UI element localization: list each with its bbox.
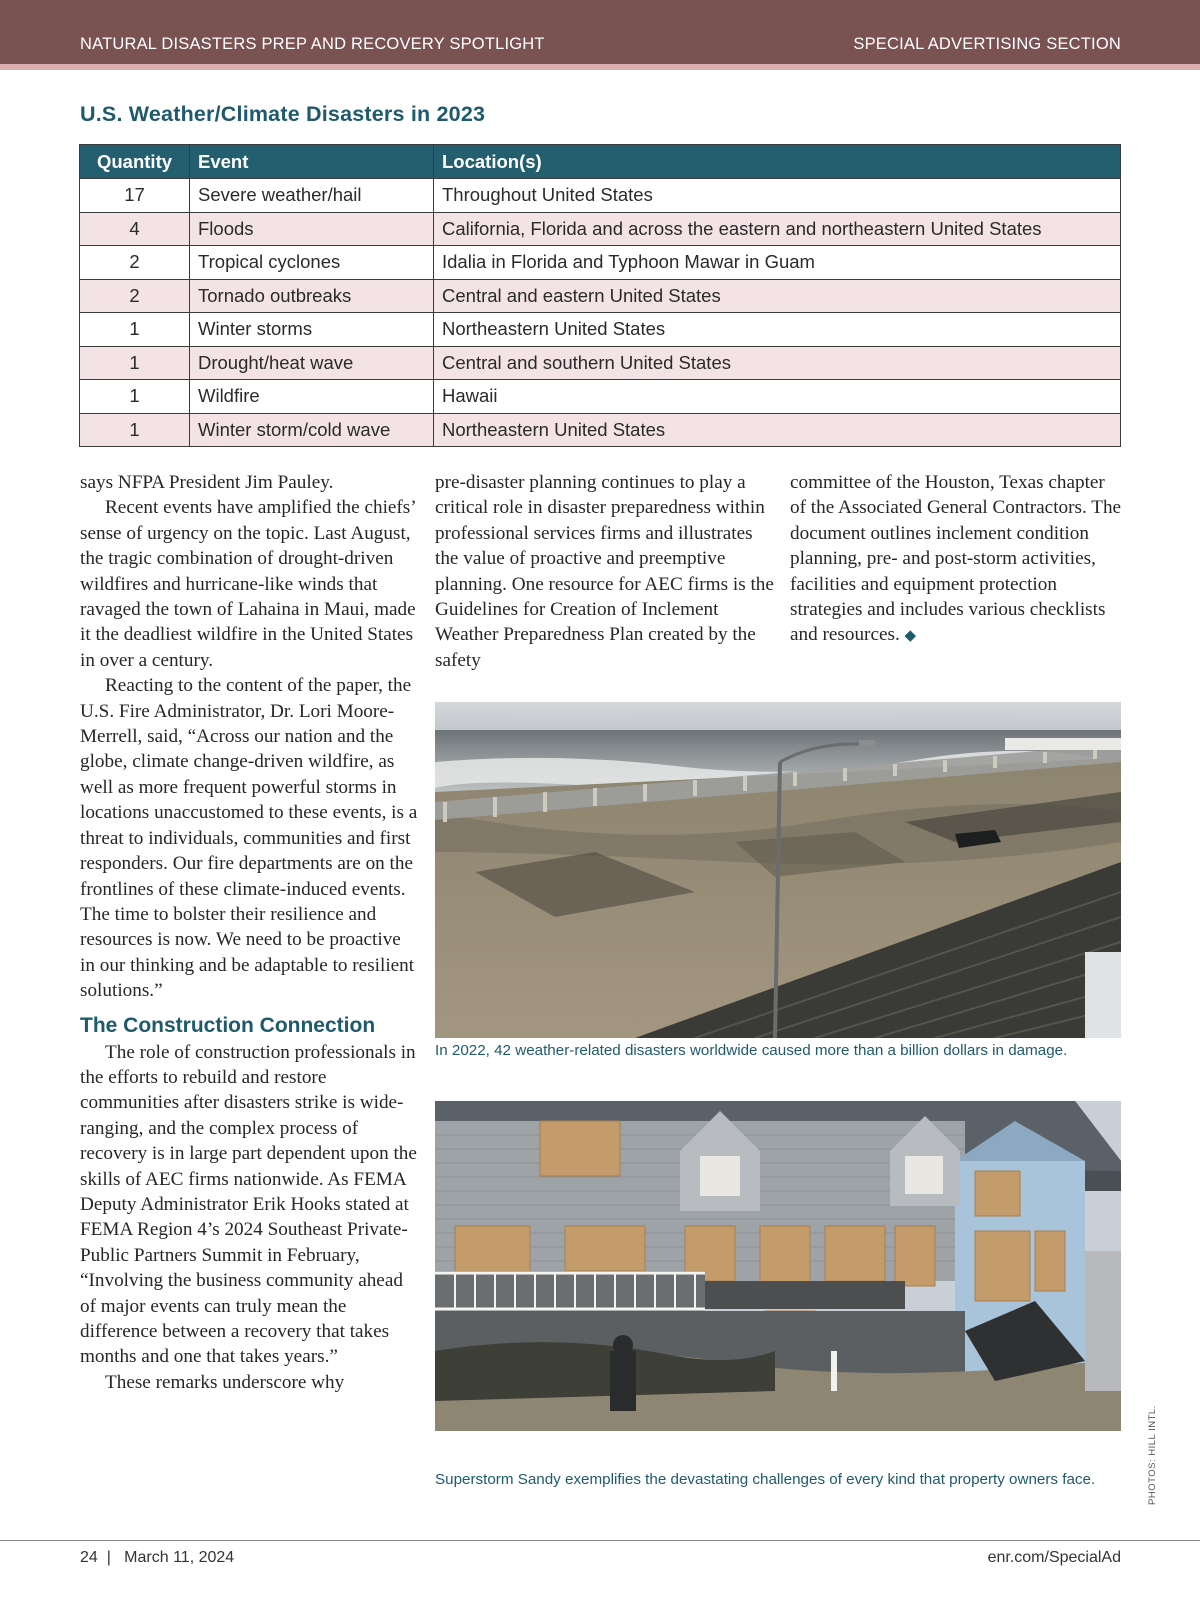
cell-event: Tropical cyclones	[190, 246, 434, 280]
cell-quantity: 1	[80, 413, 190, 447]
table-header-row	[80, 145, 1121, 179]
cell-quantity: 2	[80, 246, 190, 280]
section-label: SPECIAL ADVERTISING SECTION	[853, 35, 1121, 53]
cell-location: California, Florida and across the eastern and northeastern United States	[434, 212, 1121, 246]
table-row	[80, 380, 1121, 414]
table-row	[80, 212, 1121, 246]
cell-event: Floods	[190, 212, 434, 246]
article-column-3	[790, 470, 1125, 650]
footer-url: enr.com/SpecialAd	[987, 1549, 1121, 1566]
subheading: The Construction Connection	[80, 1013, 376, 1037]
paragraph: The role of construction professionals in the efforts to rebuild and restore communities after disasters strike is wide-ranging, and the complex process of recovery is in large part dependent upon the skills of AEC firms nationwide. As FEMA Deputy Administrator Erik Hooks stated at FEMA Region 4’s 2024 Southeast Private-Public Partners Summit in February, “Involving the business community ahead of major events can truly mean the difference between a recovery that takes months and one that takes years.”	[80, 1041, 417, 1368]
boardwalk-damage-photo	[435, 702, 1121, 1038]
cell-location: Northeastern United States	[434, 313, 1121, 347]
cell-location: Hawaii	[434, 380, 1121, 414]
footer-divider	[0, 1540, 1200, 1541]
cell-event: Winter storms	[190, 313, 434, 347]
cell-quantity: 4	[80, 212, 190, 246]
article-column-1	[80, 470, 420, 1395]
paragraph-text: committee of the Houston, Texas chapter of the Associated General Contractors. The document outlines inclement condition planning, pre- and post-storm activities, facilities and equipment protection strategies and includes various checklists and resources.	[790, 472, 1122, 646]
paragraph: Recent events have amplified the chiefs’ sense of urgency on the topic. Last August, the tragic combination of drought-driven wildfires and hurricane-like winds that ravaged the town of Lahaina in Maui, made it the deadliest wildfire in the United States in over a century.	[80, 497, 416, 671]
cell-location: Idalia in Florida and Typhoon Mawar in Guam	[434, 246, 1121, 280]
cell-location: Central and eastern United States	[434, 279, 1121, 313]
cell-quantity: 1	[80, 346, 190, 380]
paragraph: says NFPA President Jim Pauley.	[80, 472, 334, 493]
header-location: Location(s)	[434, 145, 1121, 179]
page-number-date: 24 | March 11, 2024	[80, 1549, 235, 1566]
section-title: NATURAL DISASTERS PREP AND RECOVERY SPOTLIGHT	[80, 35, 545, 53]
disasters-table	[79, 144, 1121, 447]
paragraph: pre-disaster planning continues to play a critical role in disaster preparedness within professional services firms and illustrates the value of proactive and preemptive planning. One resource for AEC firms is the Guidelines for Creation of Inclement Weather Preparedness Plan created by the safety	[435, 472, 774, 671]
paragraph: These remarks underscore why	[105, 1371, 345, 1393]
cell-event: Tornado outbreaks	[190, 279, 434, 313]
storm-damaged-houses-photo	[435, 1101, 1121, 1431]
photo-credit: PHOTOS: HILL INTL.	[1147, 1405, 1158, 1505]
cell-location: Central and southern United States	[434, 346, 1121, 380]
table-row	[80, 279, 1121, 313]
cell-quantity: 2	[80, 279, 190, 313]
table-title: U.S. Weather/Climate Disasters in 2023	[80, 102, 486, 126]
cell-quantity: 17	[80, 179, 190, 213]
table-row	[80, 179, 1121, 213]
end-mark-icon: ◆	[904, 628, 917, 645]
cell-event: Severe weather/hail	[190, 179, 434, 213]
article-column-2	[435, 470, 775, 673]
cell-location: Northeastern United States	[434, 413, 1121, 447]
section-banner	[0, 0, 1200, 64]
banner-stripe	[0, 64, 1200, 70]
table-row	[80, 413, 1121, 447]
cell-event: Drought/heat wave	[190, 346, 434, 380]
cell-location: Throughout United States	[434, 179, 1121, 213]
cell-quantity: 1	[80, 313, 190, 347]
paragraph: Reacting to the content of the paper, the U.S. Fire Administrator, Dr. Lori Moore-Merrell, said, “Across our nation and the globe, climate change-driven wildfire, as well as more frequent powerful storms in locations unaccustomed to these events, is a threat to individuals, communities and first responders. Our fire departments are on the frontlines of these climate-induced events. The time to bolster their resilience and resources is now. We need to be proactive in our thinking and be adaptable to resilient solutions.”	[80, 675, 418, 1002]
header-event: Event	[190, 145, 434, 179]
cell-event: Winter storm/cold wave	[190, 413, 434, 447]
paragraph	[790, 470, 1125, 650]
table-row	[80, 346, 1121, 380]
cell-event: Wildfire	[190, 380, 434, 414]
photo-caption: In 2022, 42 weather-related disasters worldwide caused more than a billion dollars in damage.	[435, 1042, 1068, 1059]
table-row	[80, 313, 1121, 347]
table-row	[80, 246, 1121, 280]
header-quantity: Quantity	[80, 145, 190, 179]
cell-quantity: 1	[80, 380, 190, 414]
photo-caption: Superstorm Sandy exemplifies the devastating challenges of every kind that property owners face.	[435, 1471, 1096, 1488]
